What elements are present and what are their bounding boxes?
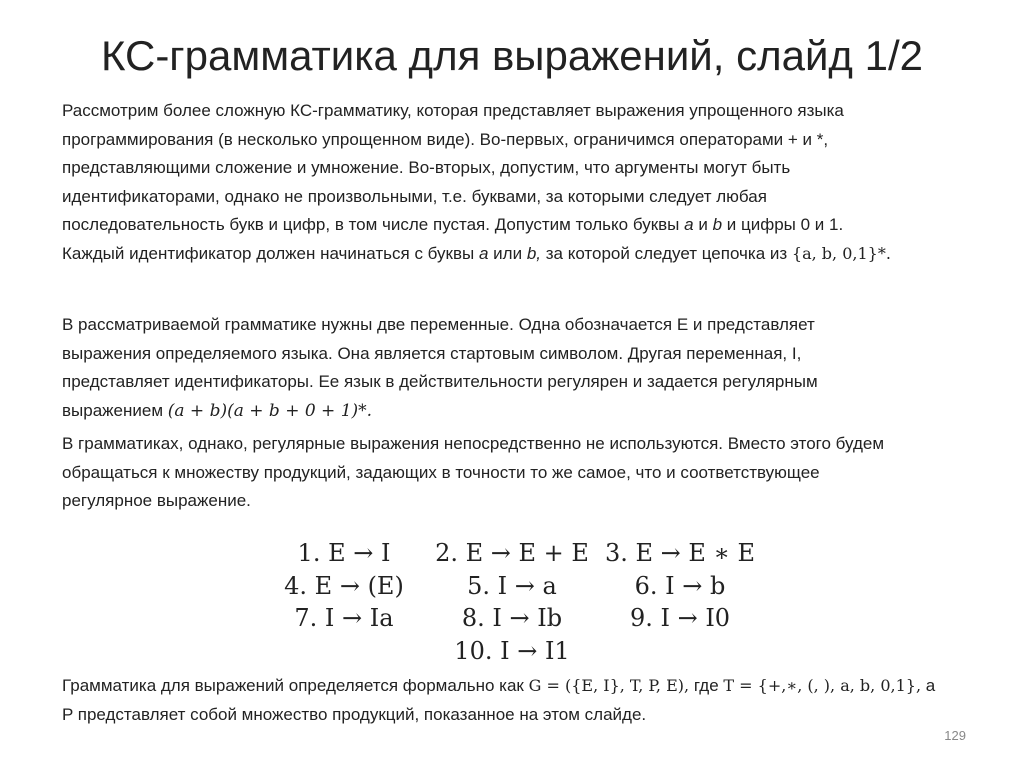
p3-line-1: В грамматиках, однако, регулярные выражения непосредственно не используются. Вместо этого будем (62, 434, 885, 453)
alphabet-formula: {a, b, 0,1}*. (791, 243, 891, 263)
p2-line-4-start: выражением (62, 400, 164, 420)
p1-line-5-start: последовательность букв и цифр, в том числе пустая. Допустим только буквы (62, 215, 680, 234)
paragraph-4 (62, 672, 974, 729)
p1-line-6-mid: или (493, 243, 523, 263)
production-8: 8. I → Ib (461, 604, 563, 632)
p1-letter-a: a (684, 215, 694, 234)
productions-list (0, 537, 1024, 667)
p4-line-1-start: Грамматика для выражений определяется формально как (62, 676, 524, 695)
p1-line-5-end: и цифры 0 и 1. (726, 215, 844, 234)
regex-formula: (a + b)(a + b + 0 + 1)*. (167, 400, 373, 421)
p4-line-1-end: а (925, 676, 936, 695)
p1-line-6-a: a (478, 243, 489, 263)
slide-title: КС-грамматика для выражений, слайд 1/2 (101, 32, 923, 79)
p1-line-5-mid: и (698, 215, 708, 234)
paragraph-1 (62, 97, 974, 268)
grammar-formula: G = ({E, I}, T, P, E), (528, 676, 690, 695)
production-2: 2. E → E + E (435, 539, 589, 567)
production-9: 9. I → I0 (629, 604, 731, 632)
p3-line-3: регулярное выражение. (62, 491, 251, 510)
terminals-formula: T = {+,∗, (, ), a, b, 0,1}, (723, 676, 922, 695)
paragraph-3 (62, 430, 974, 516)
p1-line-6-end: за которой следует цепочка из (545, 243, 788, 263)
p1-line-4: идентификаторами, однако не произвольными, т.е. буквами, за которыми следует любая (62, 186, 767, 206)
p4-line-1 (62, 672, 974, 701)
p2-line-2: выражения определяемого языка. Она является стартовым символом. Другая переменная, I, (62, 343, 802, 363)
production-1: 1. E → I (297, 539, 391, 567)
p2-line-3: представляет идентификаторы. Ее язык в действительности регулярен и задается регулярным (62, 372, 818, 391)
page-number: 129 (944, 728, 966, 743)
productions-row (0, 635, 1024, 668)
p1-line-2: программирования (в несколько упрощенном виде). Во-первых, ограничимся операторами + и *, (62, 129, 829, 149)
p1-line-5 (62, 211, 974, 240)
p4-line-1-mid: где (693, 676, 719, 695)
production-5: 5. I → a (467, 571, 557, 600)
production-10: 10. I → I1 (454, 636, 570, 665)
productions-row (0, 602, 1024, 635)
p3-line-2: обращаться к множеству продукций, задающих в точности то же самое, что и соответствующее (62, 462, 820, 482)
p1-letter-b: b (712, 215, 723, 234)
p1-line-3: представляющими сложение и умножение. Во-вторых, допустим, что аргументы могут быть (62, 158, 791, 177)
p1-line-6-b: b, (526, 243, 542, 263)
p2-line-1: В рассматриваемой грамматике нужны две переменные. Одна обозначается E и представляет (62, 315, 815, 334)
paragraph-2 (62, 311, 974, 425)
production-6: 6. I → b (634, 571, 726, 600)
p1-line-6-start: Каждый идентификатор должен начинаться с буквы (62, 243, 475, 263)
p4-line-2: P представляет собой множество продукций, показанное на этом слайде. (62, 704, 647, 724)
p1-line-6 (62, 240, 974, 269)
productions-row (0, 537, 1024, 570)
p1-line-1: Рассмотрим более сложную КС-грамматику, которая представляет выражения упрощенного языка (62, 101, 844, 120)
production-4: 4. E → (E) (284, 571, 404, 600)
p2-line-4 (62, 397, 974, 426)
production-7: 7. I → Ia (294, 604, 394, 632)
productions-row (0, 570, 1024, 603)
production-3: 3. E → E ∗ E (604, 539, 756, 567)
